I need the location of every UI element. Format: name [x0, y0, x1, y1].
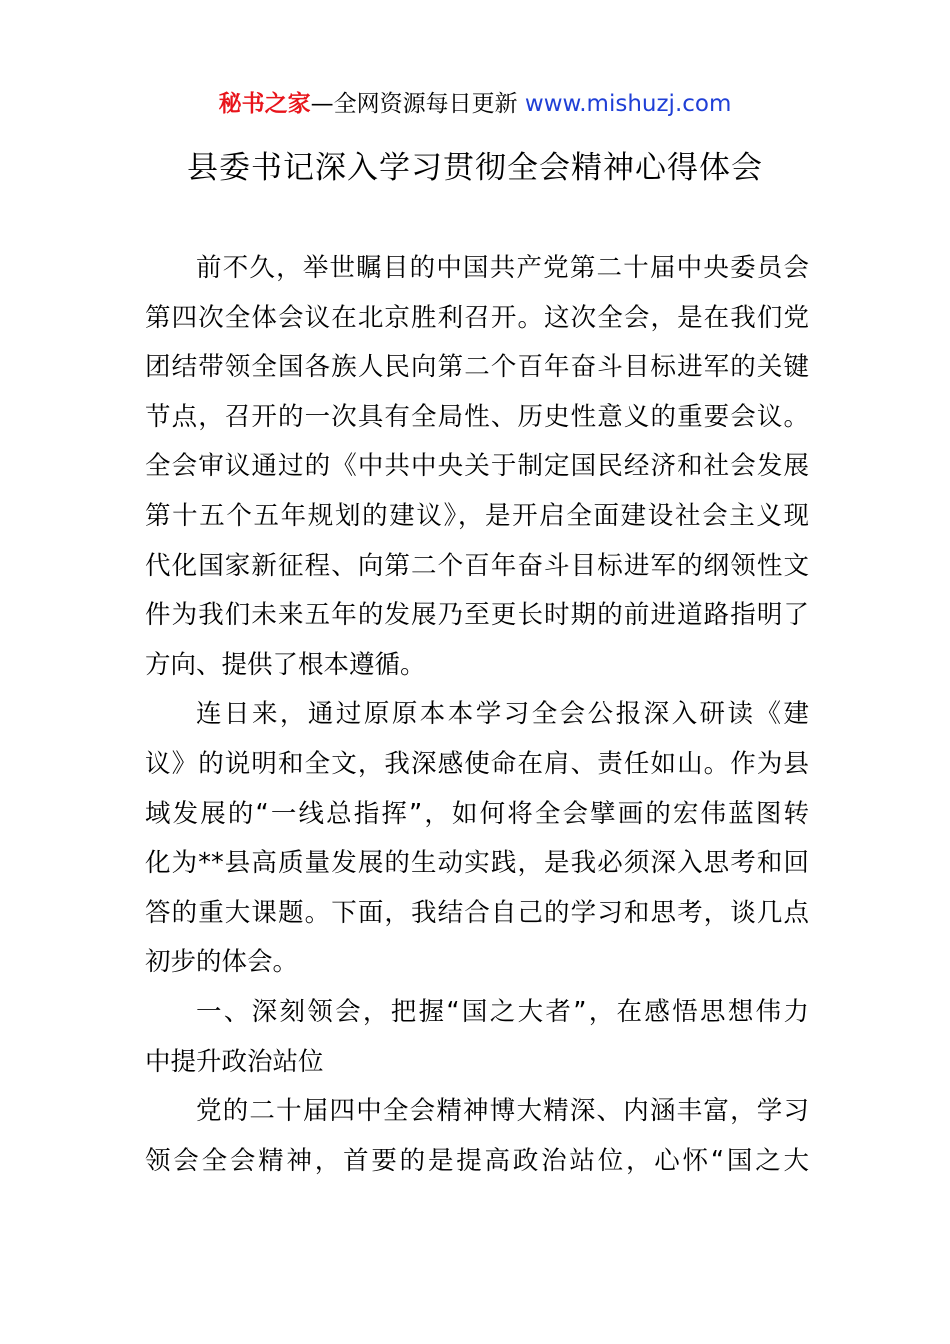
brand-name: 秘书之家: [218, 91, 311, 117]
site-header: [0, 88, 950, 120]
paragraph-2-line-1: 连日来，通过原原本本学习全会公报深入研读《建: [196, 699, 809, 730]
header-tagline: —全网资源每日更新: [310, 91, 525, 117]
paragraph-1-line-3: 团结带领全国各族人民向第二个百年奋斗目标进军的关键: [145, 352, 809, 383]
section-heading-line-2: 中提升政治站位: [145, 1046, 324, 1077]
document-body: [145, 244, 809, 1186]
paragraph-1-line-7: 代化国家新征程、向第二个百年奋斗目标进军的纲领性文: [145, 550, 809, 581]
site-url-link[interactable]: www.mishuzj.com: [524, 91, 732, 117]
paragraph-1-line-4: 节点，召开的一次具有全局性、历史性意义的重要会议。: [145, 401, 809, 432]
paragraph-1-line-9: 方向、提供了根本遵循。: [145, 649, 426, 680]
paragraph-1-line-1: 前不久，举世瞩目的中国共产党第二十届中央委员会: [196, 253, 809, 283]
paragraph-1-line-6: 第十五个五年规划的建议》，是开启全面建设社会主义现: [145, 500, 809, 531]
paragraph-2-line-2: 议》的说明和全文，我深感使命在肩、责任如山。作为县: [145, 748, 809, 779]
paragraph-2-line-6: 初步的体会。: [145, 947, 299, 978]
paragraph-1-line-8: 件为我们未来五年的发展乃至更长时期的前进道路指明了: [145, 600, 809, 631]
section-heading-line-1: 一、深刻领会，把握“国之大者”，在感悟思想伟力: [196, 996, 809, 1027]
paragraph-3-line-2: 领会全会精神，首要的是提高政治站位，心怀“国之大: [145, 1145, 809, 1176]
paragraph-2-line-4: 化为**县高质量发展的生动实践，是我必须深入思考和回: [145, 848, 809, 879]
paragraph-1-line-5: 全会审议通过的《中共中央关于制定国民经济和社会发展: [145, 451, 809, 482]
paragraph-3-line-1: 党的二十届四中全会精神博大精深、内涵丰富，学习: [196, 1096, 809, 1127]
paragraph-1-line-2: 第四次全体会议在北京胜利召开。这次全会，是在我们党: [145, 302, 809, 333]
paragraph-2-line-5: 答的重大课题。下面，我结合自己的学习和思考，谈几点: [145, 897, 809, 928]
document-title: 县委书记深入学习贯彻全会精神心得体会: [187, 150, 763, 186]
paragraph-2-line-3: 域发展的“一线总指挥”，如何将全会擘画的宏伟蓝图转: [145, 798, 809, 829]
